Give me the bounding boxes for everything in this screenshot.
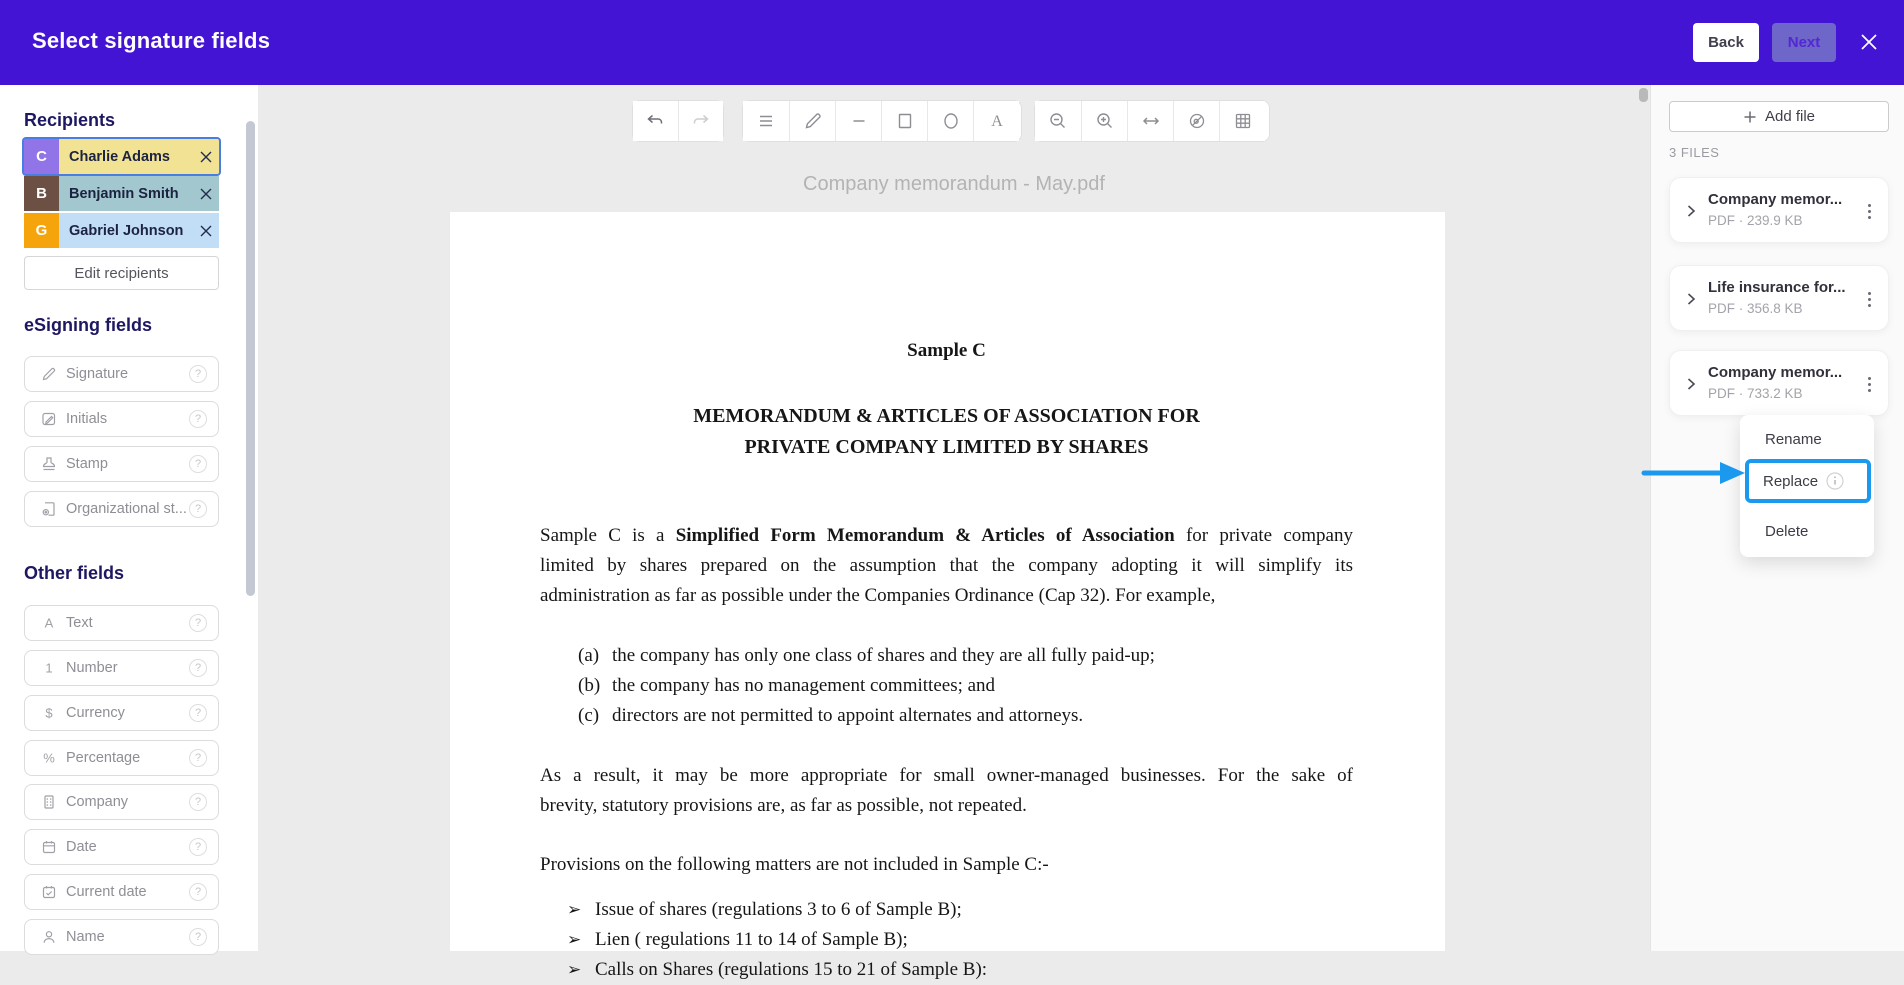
- organizational-stamp-icon: [41, 501, 57, 517]
- help-icon[interactable]: ?: [189, 838, 207, 856]
- field-organizational-stamp[interactable]: [24, 491, 219, 527]
- field-label: Signature: [66, 366, 129, 382]
- close-icon[interactable]: [1858, 31, 1880, 53]
- field-company[interactable]: [24, 784, 219, 820]
- document-filename: Company memorandum - May.pdf: [803, 173, 1105, 195]
- field-number[interactable]: [24, 650, 219, 686]
- svg-text:1: 1: [45, 660, 53, 676]
- field-signature[interactable]: [24, 356, 219, 392]
- percentage-icon: [41, 750, 57, 766]
- recipient-name: Gabriel Johnson: [69, 222, 184, 239]
- field-current-date[interactable]: [24, 874, 219, 910]
- field-currency[interactable]: [24, 695, 219, 731]
- help-icon[interactable]: ?: [189, 659, 207, 677]
- help-icon[interactable]: ?: [189, 749, 207, 767]
- app-header: [0, 0, 1904, 85]
- text-icon: [41, 615, 57, 631]
- file-name: Company memor...: [1708, 364, 1843, 381]
- kebab-menu-icon[interactable]: [1860, 288, 1878, 310]
- undo-icon: [644, 110, 666, 132]
- redo-icon: [690, 110, 712, 132]
- menu-item-replace[interactable]: Replace: [1745, 459, 1871, 503]
- doc-heading: MEMORANDUM & ARTICLES OF ASSOCIATION FOR PRIVATE COMPANY LIMITED BY SHARES: [693, 405, 1200, 458]
- field-date[interactable]: [24, 829, 219, 865]
- pencil-button[interactable]: [789, 101, 835, 141]
- field-label: Organizational st...: [66, 501, 187, 517]
- ellipse-icon: [940, 110, 962, 132]
- help-icon[interactable]: ?: [189, 410, 207, 428]
- help-icon[interactable]: ?: [189, 365, 207, 383]
- doc-bullet-list: ➢ Issue of shares (regulations 3 to 6 of Sample B); ➢ Lien ( regulations 11 to 14 of Sample B); ➢ Calls on Shares (regulations 15 to 21 of Sample B):: [567, 899, 988, 980]
- line-button[interactable]: [835, 101, 881, 141]
- kebab-menu-icon[interactable]: [1860, 373, 1878, 395]
- zoom-out-icon: [1047, 110, 1069, 132]
- field-percentage[interactable]: [24, 740, 219, 776]
- file-name: Company memor...: [1708, 191, 1843, 208]
- toolbar-annotate-group: [742, 100, 1022, 142]
- name-icon: [41, 929, 57, 945]
- svg-text:A: A: [44, 615, 54, 631]
- doc-paragraph-2: As a result, it may be more appropriate for small owner-managed businesses. For the sake of brevity, statutory provisions are, as far as possible, not repeated.: [540, 765, 1353, 816]
- visibility-icon: [1186, 110, 1208, 132]
- grid-button[interactable]: [1219, 101, 1265, 141]
- files-count-label: 3 FILES: [1669, 145, 1720, 160]
- file-meta: PDF · 356.8 KB: [1708, 301, 1803, 316]
- field-label: Initials: [66, 411, 108, 427]
- recipient-row-gabriel-johnson[interactable]: [24, 213, 219, 248]
- field-label: Percentage: [66, 750, 141, 766]
- svg-text:%: %: [43, 750, 55, 766]
- page-title: Select signature fields: [32, 28, 271, 53]
- fit-width-button[interactable]: [1127, 101, 1173, 141]
- avatar: G: [24, 213, 59, 248]
- zoom-in-icon: [1094, 110, 1116, 132]
- company-icon: [41, 794, 57, 810]
- zoom-in-button[interactable]: [1081, 101, 1127, 141]
- sidebar-scrollbar[interactable]: [246, 121, 255, 596]
- avatar: C: [24, 139, 59, 174]
- current-date-icon: [41, 884, 57, 900]
- file-card-company-memorandum-2[interactable]: [1669, 350, 1889, 416]
- ellipse-button[interactable]: [927, 101, 973, 141]
- file-name: Life insurance for...: [1708, 279, 1846, 296]
- annotation-arrow-icon: [1642, 459, 1746, 487]
- file-meta: PDF · 239.9 KB: [1708, 213, 1803, 228]
- other-fields-heading: Other fields: [24, 563, 125, 583]
- document-viewer: [258, 85, 1650, 980]
- field-label: Date: [66, 839, 97, 855]
- left-sidebar: [0, 85, 258, 951]
- doc-paragraph-1: Sample C is a Simplified Form Memorandum & Articles of Association for private company limited by shares prepared on the assumption that the company adopting it will simplify its administration as far as possible under the Companies Ordinance (Cap 32). For example,: [540, 525, 1353, 606]
- pencil-icon: [802, 110, 824, 132]
- signature-pencil-icon: [41, 366, 57, 382]
- undo-button[interactable]: [633, 101, 678, 141]
- help-icon[interactable]: ?: [189, 455, 207, 473]
- line-icon: [848, 110, 870, 132]
- recipient-name: Benjamin Smith: [69, 185, 179, 202]
- menu-item-delete[interactable]: Delete: [1765, 523, 1809, 540]
- text-button[interactable]: [973, 101, 1019, 141]
- date-icon: [41, 839, 57, 855]
- recipient-row-benjamin-smith[interactable]: [24, 176, 219, 211]
- kebab-menu-icon[interactable]: [1860, 200, 1878, 222]
- help-icon[interactable]: ?: [189, 793, 207, 811]
- help-icon[interactable]: ?: [189, 500, 207, 518]
- doc-list: (a) the company has only one class of shares and they are all fully paid-up; (b) the company has no management committees; and (c) directors are not permitted to appoint alternates and attorneys.: [578, 645, 1155, 726]
- chevron-right-icon[interactable]: [1682, 202, 1700, 220]
- pdf-page: [450, 212, 1445, 980]
- chevron-right-icon[interactable]: [1682, 290, 1700, 308]
- toolbar-view-group: [1034, 100, 1270, 142]
- toolbar-history-group: [632, 100, 724, 142]
- file-card-company-memorandum-1[interactable]: [1669, 177, 1889, 243]
- recipient-name: Charlie Adams: [69, 148, 170, 165]
- field-label: Currency: [66, 705, 125, 721]
- help-icon[interactable]: ?: [189, 883, 207, 901]
- chevron-right-icon[interactable]: [1682, 375, 1700, 393]
- doc-title: Sample C: [907, 340, 986, 361]
- fit-width-icon: [1140, 110, 1162, 132]
- field-label: Number: [66, 660, 118, 676]
- doc-paragraph-3: Provisions on the following matters are not included in Sample C:-: [540, 854, 1049, 875]
- field-label: Current date: [66, 884, 147, 900]
- field-initials[interactable]: [24, 401, 219, 437]
- currency-icon: [41, 705, 57, 721]
- next-button[interactable]: Next: [1772, 23, 1836, 62]
- rectangle-icon: [894, 110, 916, 132]
- add-file-button[interactable]: Add file: [1669, 101, 1889, 132]
- field-name[interactable]: [24, 919, 219, 955]
- pdf-page-content: [450, 212, 1445, 985]
- visibility-button[interactable]: [1173, 101, 1219, 141]
- svg-text:$: $: [45, 705, 53, 721]
- text-a-icon: [986, 110, 1008, 132]
- menu-item-rename[interactable]: Rename: [1765, 431, 1822, 448]
- zoom-out-button[interactable]: [1035, 101, 1081, 141]
- help-icon[interactable]: ?: [189, 928, 207, 946]
- file-card-life-insurance[interactable]: [1669, 265, 1889, 331]
- recipient-row-charlie-adams[interactable]: [24, 139, 219, 174]
- field-text[interactable]: [24, 605, 219, 641]
- field-label: Stamp: [66, 456, 108, 472]
- recipients-heading: Recipients: [24, 110, 116, 130]
- initials-icon: [41, 411, 57, 427]
- redo-button[interactable]: [678, 101, 723, 141]
- svg-text:A: A: [990, 113, 1003, 130]
- field-stamp[interactable]: [24, 446, 219, 482]
- avatar: B: [24, 176, 59, 211]
- remove-recipient-icon[interactable]: [193, 224, 219, 238]
- number-icon: [41, 660, 57, 676]
- field-label: Company: [66, 794, 129, 810]
- remove-recipient-icon[interactable]: [193, 187, 219, 201]
- plus-icon: [1743, 110, 1757, 124]
- help-icon[interactable]: ?: [189, 614, 207, 632]
- field-label: Name: [66, 929, 105, 945]
- document-scrollbar[interactable]: [1639, 88, 1648, 102]
- info-icon[interactable]: [1826, 472, 1844, 490]
- list-lines-button[interactable]: [743, 101, 789, 141]
- back-button[interactable]: Back: [1693, 23, 1759, 62]
- help-icon[interactable]: ?: [189, 704, 207, 722]
- list-lines-icon: [755, 110, 777, 132]
- remove-recipient-icon[interactable]: [193, 150, 219, 164]
- file-meta: PDF · 733.2 KB: [1708, 386, 1803, 401]
- grid-icon: [1232, 110, 1254, 132]
- rectangle-button[interactable]: [881, 101, 927, 141]
- field-label: Text: [66, 615, 93, 631]
- esigning-fields-heading: eSigning fields: [24, 315, 153, 335]
- stamp-icon: [41, 456, 57, 472]
- edit-recipients-button[interactable]: Edit recipients: [24, 256, 219, 290]
